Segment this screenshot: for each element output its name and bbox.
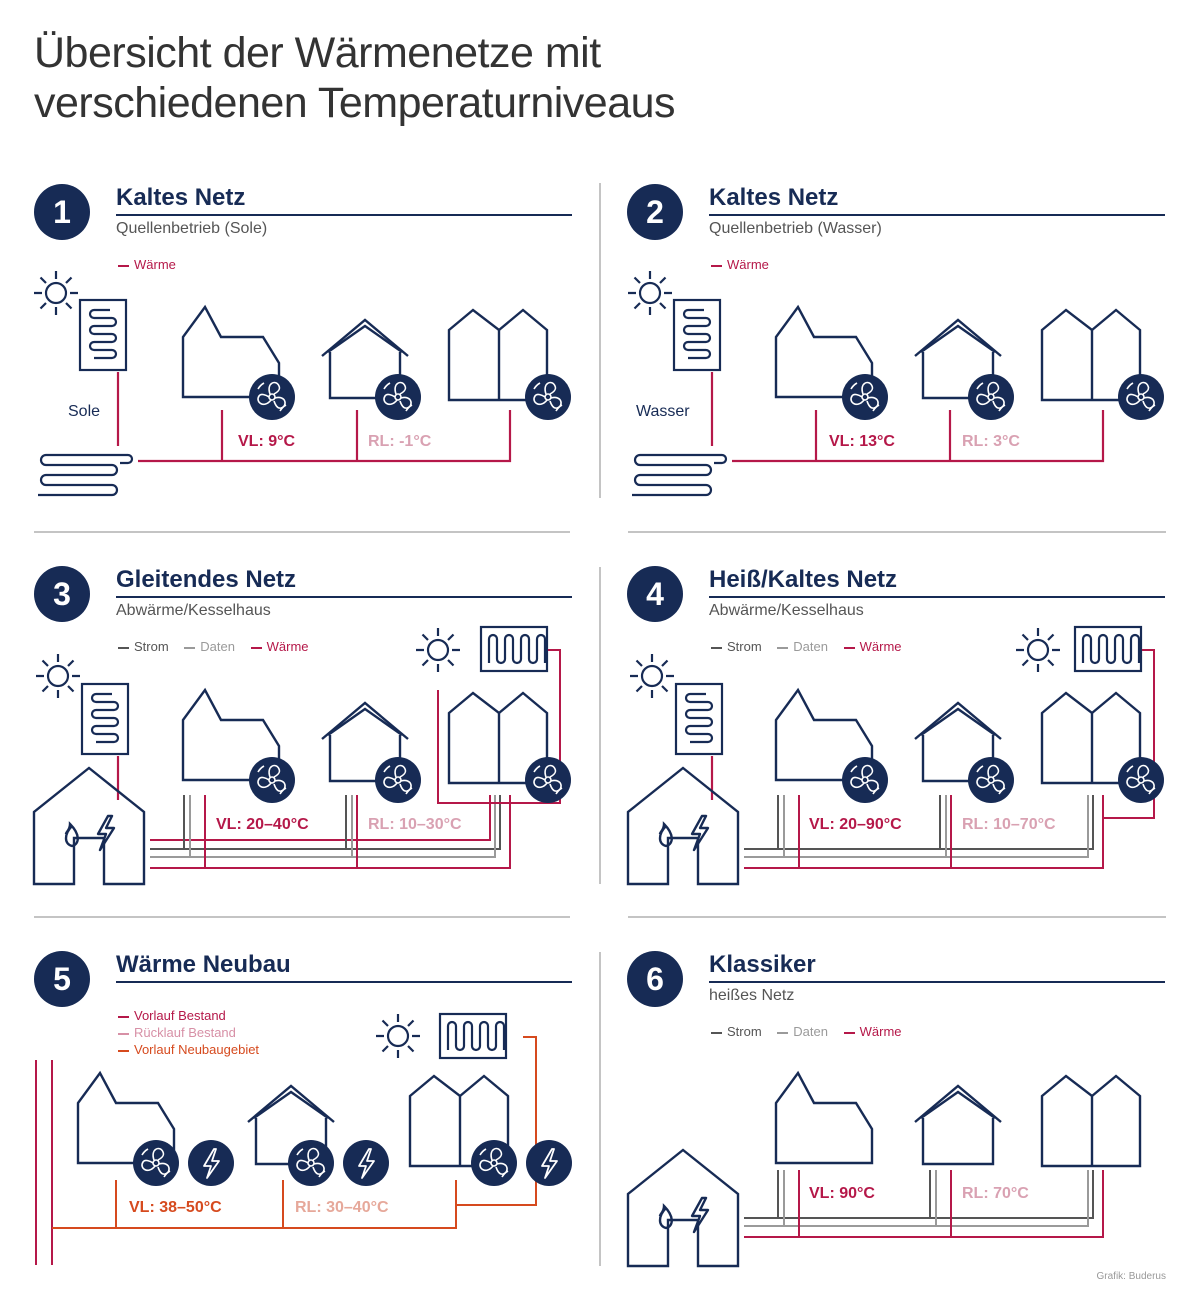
legend-waerme: Wärme [844,639,902,654]
title-line-2: verschiedenen Temperaturniveaus [34,79,676,127]
legend-daten: Daten [184,639,235,654]
legend-waerme: Wärme [844,1024,902,1039]
source-label: Sole [68,403,101,420]
panel-number: 5 [34,951,90,1007]
panel-number: 3 [34,566,90,622]
legend-strom: Strom [711,1024,762,1039]
credit: Grafik: Buderus [1096,1271,1166,1282]
legend [711,257,781,272]
panel-6-art [628,1073,1140,1266]
panel-title: Kaltes Netz [709,184,1165,216]
legend-waerme: Wärme [711,257,769,272]
panel-title: Wärme Neubau [116,951,572,983]
legend [711,639,914,654]
rl-label: RL: 10–70°C [962,816,1056,833]
legend-vorlauf-neubaugebiet: Vorlauf Neubaugebiet [118,1041,259,1058]
panel-subtitle: heißes Netz [709,987,795,1004]
vl-label: VL: 20–90°C [809,816,902,833]
legend [711,1024,914,1039]
legend-strom: Strom [118,639,169,654]
title-line-1: Übersicht der Wärmenetze mit [34,29,601,77]
rl-label: RL: -1°C [368,433,432,450]
panel-number: 4 [627,566,683,622]
legend-daten: Daten [777,1024,828,1039]
panel-number: 1 [34,184,90,240]
rl-label: RL: 70°C [962,1185,1029,1202]
panel-subtitle: Abwärme/Kesselhaus [709,602,864,619]
legend-waerme: Wärme [118,257,176,272]
legend-vorlauf-bestand: Vorlauf Bestand [118,1007,259,1024]
legend-strom: Strom [711,639,762,654]
panel-5-art [36,1014,572,1265]
panel-title: Gleitendes Netz [116,566,572,598]
panel-2-art [628,271,1164,495]
legend [118,639,321,654]
vl-label: VL: 13°C [829,433,895,450]
rl-label: RL: 10–30°C [368,816,462,833]
legend [118,1007,271,1058]
panel-subtitle: Quellenbetrieb (Wasser) [709,220,882,237]
panel-3-art [34,627,571,884]
panel-4-art [628,627,1164,884]
panel-1-art [34,271,571,495]
vl-label: VL: 20–40°C [216,816,309,833]
panel-subtitle: Quellenbetrieb (Sole) [116,220,268,237]
panel-title: Klassiker [709,951,1165,983]
source-label: Wasser [636,403,690,420]
vl-label: VL: 90°C [809,1185,875,1202]
vl-label: VL: 9°C [238,433,296,450]
panel-subtitle: Abwärme/Kesselhaus [116,602,271,619]
panel-number: 2 [627,184,683,240]
panel-title: Heiß/Kaltes Netz [709,566,1165,598]
rl-label: RL: 3°C [962,433,1020,450]
panel-number: 6 [627,951,683,1007]
rl-label: RL: 30–40°C [295,1199,389,1216]
legend-waerme: Wärme [251,639,309,654]
panel-title: Kaltes Netz [116,184,572,216]
vl-label: VL: 38–50°C [129,1199,222,1216]
legend-ruecklauf-bestand: Rücklauf Bestand [118,1024,259,1041]
legend [118,257,188,272]
legend-daten: Daten [777,639,828,654]
